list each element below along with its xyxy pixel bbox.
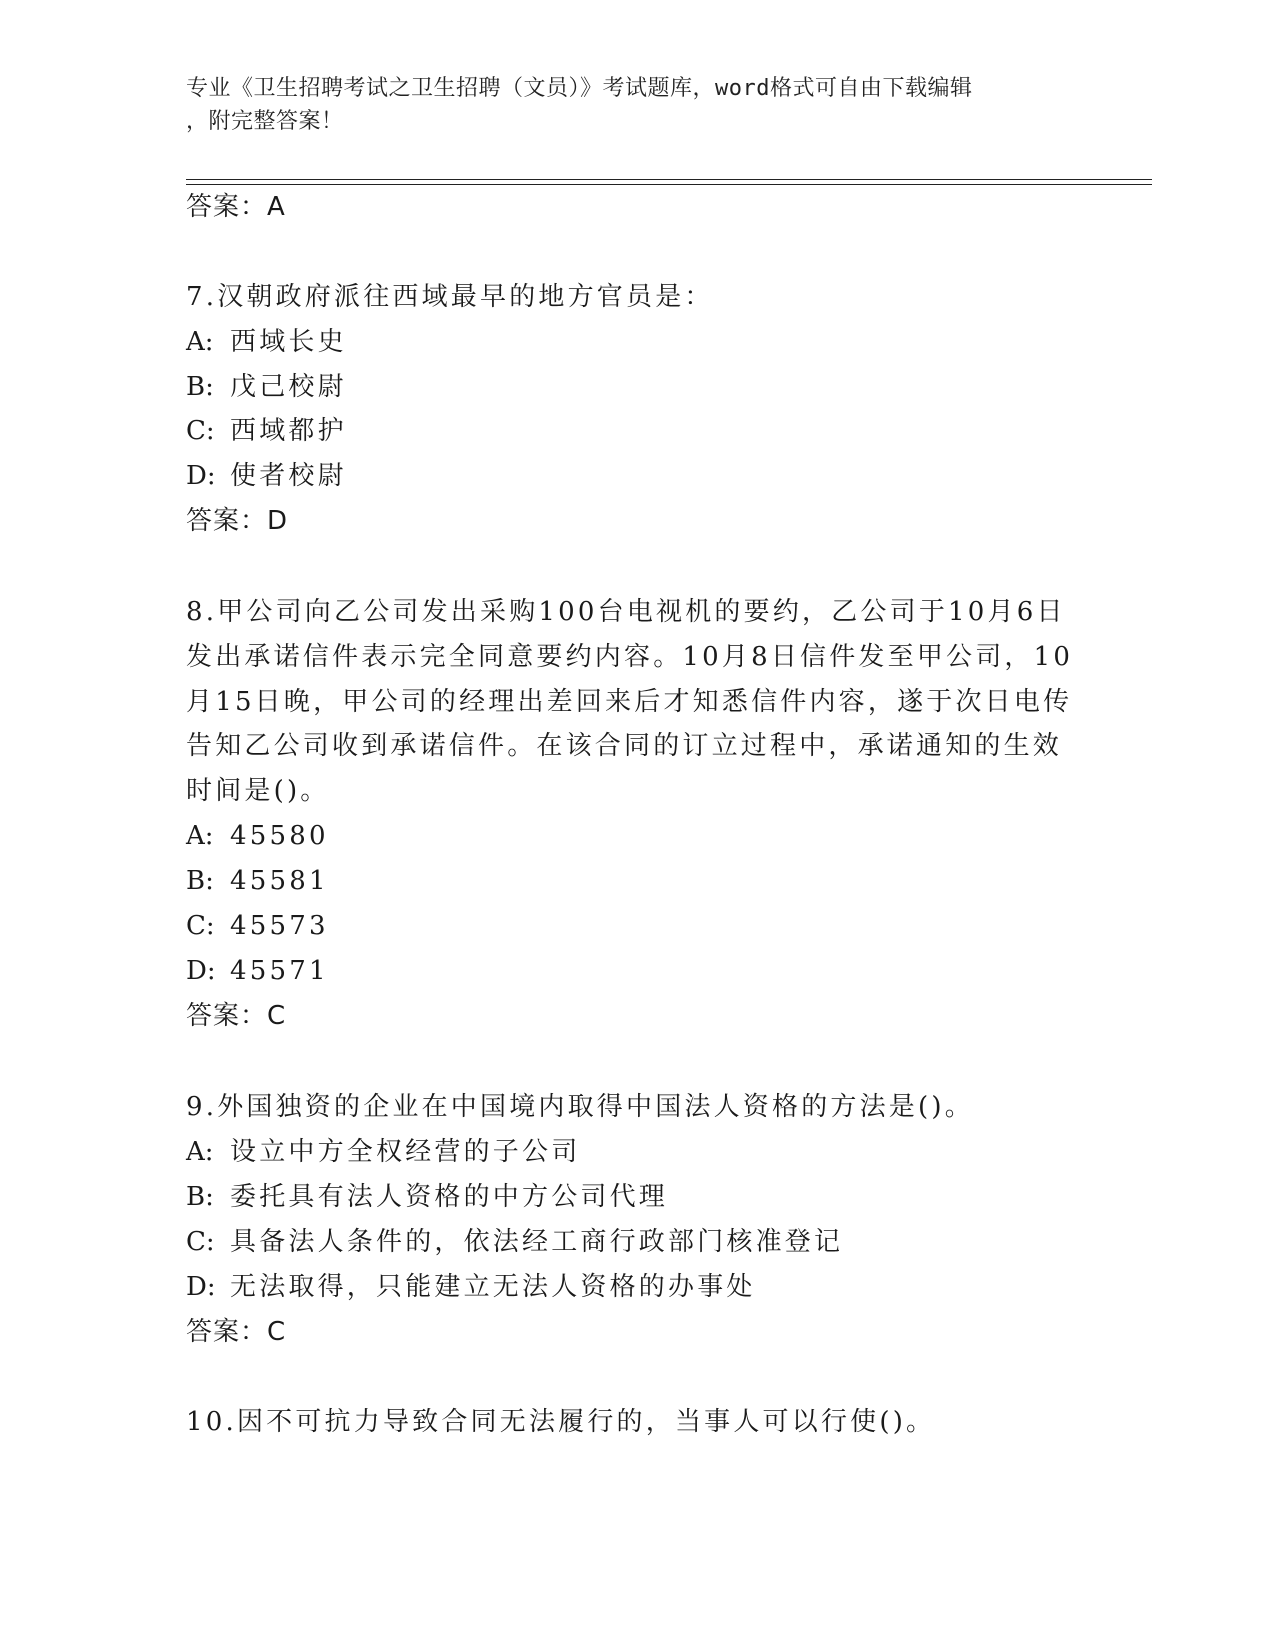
question-9-option-a [186,1135,580,1169]
question-8-line-4: 告知乙公司收到承诺信件。在该合同的订立过程中，承诺通知的生效 [186,731,1063,761]
question-8-option-d [186,954,329,988]
option-label: B: [186,1182,214,1212]
question-7-option-c [186,414,347,448]
option-text: 使者校尉 [230,461,347,491]
option-label: D: [186,956,216,986]
option-text: 具备法人条件的，依法经工商行政部门核准登记 [230,1227,844,1257]
header-line-1: 专业《卫生招聘考试之卫生招聘（文员）》考试题库，word格式可自由下载编辑 [186,76,973,101]
question-8-line-2: 发出承诺信件表示完全同意要约内容。10月8日信件发至甲公司，10 [186,642,1074,672]
option-label: C: [186,1227,215,1257]
previous-answer: 答案：A [186,192,286,222]
option-text: 西域都护 [230,416,347,446]
option-text: 45571 [230,956,329,986]
option-label: D: [186,461,216,491]
question-9-option-d [186,1270,756,1304]
question-8-option-c [186,909,329,943]
question-8-option-a [186,819,329,853]
question-8-line-3: 月15日晚，甲公司的经理出差回来后才知悉信件内容，遂于次日电传 [186,687,1073,717]
question-9-option-b [186,1180,668,1214]
header-line-2: ，附完整答案！ [186,109,344,134]
question-7-option-b [186,370,347,404]
option-text: 45580 [230,821,329,851]
question-9-option-c [186,1225,843,1259]
header-divider-top [186,179,1152,180]
question-8-line-5: 时间是()。 [186,776,330,806]
question-7-answer: 答案：D [186,506,289,536]
option-label: A: [186,327,214,357]
option-label: C: [186,416,215,446]
question-8-answer: 答案：C [186,1001,287,1031]
question-9-text: 9.外国独资的企业在中国境内取得中国法人资格的方法是()。 [186,1092,974,1122]
document-header [186,72,1066,138]
question-7-option-d [186,459,347,493]
option-text: 西域长史 [230,327,347,357]
question-10-text: 10.因不可抗力导致合同无法履行的，当事人可以行使()。 [186,1407,936,1437]
option-text: 戊己校尉 [230,372,347,402]
question-7-option-a [186,325,347,359]
option-label: D: [186,1272,216,1302]
option-label: C: [186,911,215,941]
option-label: A: [186,821,214,851]
header-divider-bottom [186,184,1152,185]
question-8-line-1: 8.甲公司向乙公司发出采购100台电视机的要约，乙公司于10月6日 [186,597,1066,627]
question-9-answer: 答案：C [186,1317,287,1347]
question-7-text: 7.汉朝政府派往西域最早的地方官员是： [186,282,714,312]
option-text: 设立中方全权经营的子公司 [230,1137,581,1167]
question-8-option-b [186,864,329,898]
option-label: B: [186,866,214,896]
option-label: A: [186,1137,214,1167]
option-text: 无法取得，只能建立无法人资格的办事处 [230,1272,756,1302]
option-text: 委托具有法人资格的中方公司代理 [230,1182,669,1212]
option-text: 45581 [230,866,329,896]
option-text: 45573 [230,911,329,941]
option-label: B: [186,372,214,402]
